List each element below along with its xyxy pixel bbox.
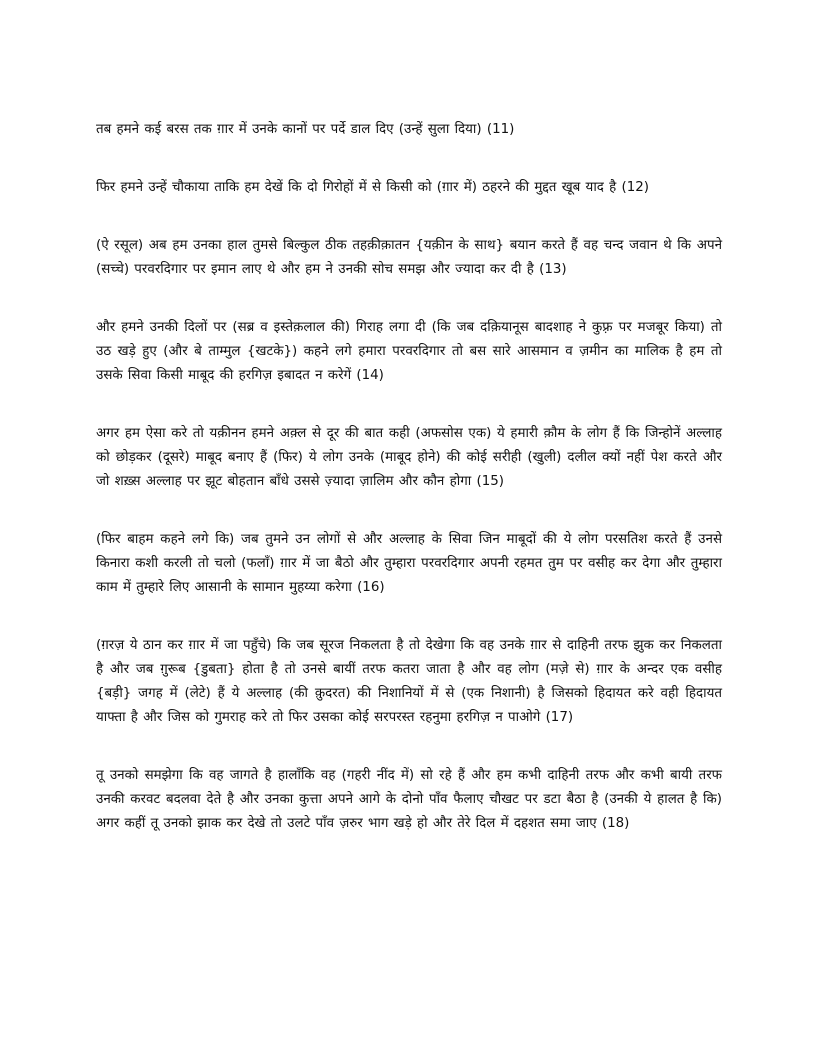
verse-18: तू उनको समझेगा कि वह जागते है हालाँकि वह (गहरी नींद में) सो रहे हैं और हम कभी दाहिनी तरफ और कभी बायी तरफ उनकी करवट बदलवा देते है और उनका कुत्ता अपने आगे के दोनो पाँव फैलाए चौखट पर डटा बैठा है (उनकी ये हालत है कि) अगर कहीं तू उनको झाक कर देखे तो उलटे पाँव ज़रुर भाग खड़े हो और तेरे दिल में दहशत समा जाए (18) <box>96 768 722 831</box>
verse-12: फिर हमने उन्हें चौकाया ताकि हम देखें कि दो गिरोहों में से किसी को (ग़ार में) ठहरने की मुद्दत खूब याद है (12) <box>96 180 650 195</box>
verse-13: (ऐ रसूल) अब हम उनका हाल तुमसे बिल्कुल ठीक तहक़ीक़ातन {यक़ीन के साथ} बयान करते हैं वह चन्द जवान थे कि अपने (सच्चे) परवरदिगार पर इमान लाए थे और हम ने उनकी सोच समझ और ज्यादा कर दी है (13) <box>96 238 722 277</box>
document-page <box>96 118 722 870</box>
verse-11: तब हमने कई बरस तक ग़ार में उनके कानों पर पर्दे डाल दिए (उन्हें सुला दिया) (11) <box>96 122 515 137</box>
verse-15: अगर हम ऐसा करे तो यक़ीनन हमने अक़्ल से दूर की बात कही (अफसोस एक) ये हमारी क़ौम के लोग हैं कि जिन्होनें अल्लाह को छोड़कर (दूसरे) माबूद बनाए हैं (फिर) ये लोग उनके (माबूद होने) की कोई सरीही (खुली) दलील क्यों नहीं पेश करते और जो शख़्स अल्लाह पर झूट बोहतान बाँधे उससे ज़्यादा ज़ालिम और कौन होगा (15) <box>96 426 722 489</box>
verse-14: और हमने उनकी दिलों पर (सब्र व इस्तेक़लाल की) गिराह लगा दी (कि जब दक़ियानूस बादशाह ने कुफ़्र पर मजबूर किया) तो उठ खड़े हुए (और बे ताम्मुल {खटके}) कहने लगे हमारा परवरदिगार तो बस सारे आसमान व ज़मीन का मालिक है हम तो उसके सिवा किसी माबूद की हरगिज़ इबादत न करेगें (14) <box>96 320 722 383</box>
verse-17: (ग़रज़ ये ठान कर ग़ार में जा पहुँचे) कि जब सूरज निकलता है तो देखेगा कि वह उनके ग़ार से दाहिनी तरफ झुक कर निकलता है और जब ग़ुरूब {डुबता} होता है तो उनसे बायीं तरफ कतरा जाता है और वह लोग (मज़े से) ग़ार के अन्दर एक वसीह {बड़ी} जगह में (लेटे) हैं ये अल्लाह (की क़ुदरत) की निशानियों में से (एक निशानी) है जिसको हिदायत करे वही हिदायत याफ्ता है और जिस को गुमराह करे तो फिर उसका कोई सरपरस्त रहनुमा हरगिज़ न पाओगे (17) <box>96 638 722 725</box>
verse-16: (फिर बाहम कहने लगे कि) जब तुमने उन लोगों से और अल्लाह के सिवा जिन माबूदों की ये लोग परसतिश करते हैं उनसे किनारा कशी करली तो चलो (फलाँ) ग़ार में जा बैठो और तुम्हारा परवरदिगार अपनी रहमत तुम पर वसीह कर देगा और तुम्हारा काम में तुम्हारे लिए आसानी के सामान मुहय्या करेगा (16) <box>96 532 722 595</box>
